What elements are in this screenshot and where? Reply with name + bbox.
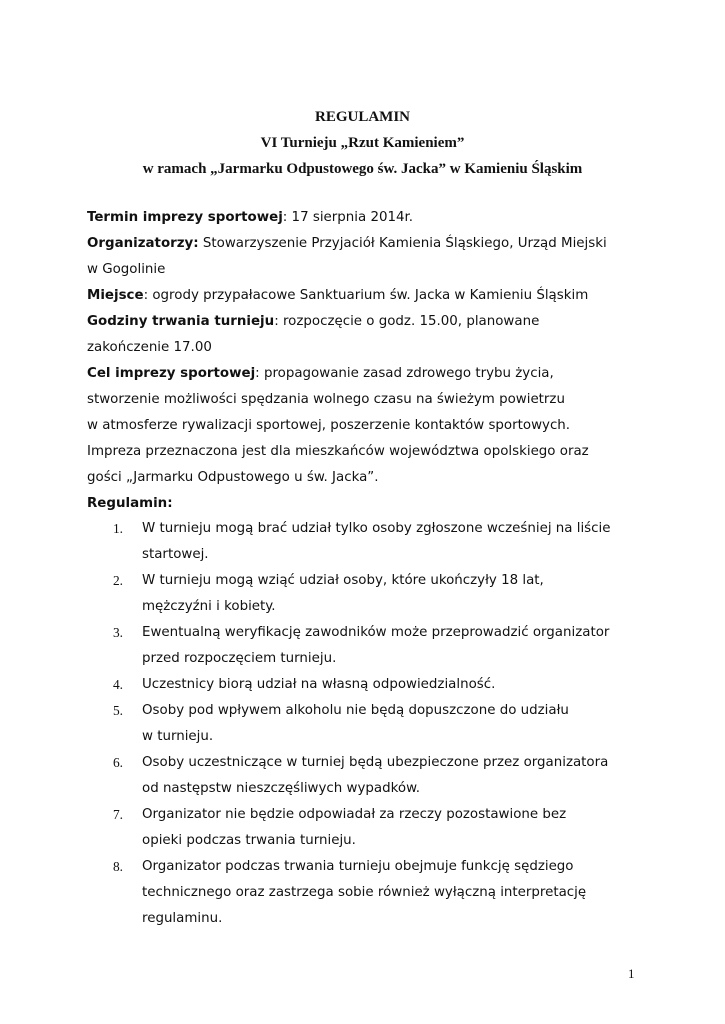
rule-number: 7. xyxy=(112,807,123,822)
rule-text: regulaminu. xyxy=(142,911,223,926)
goal-value-line-4: Impreza przeznaczona jest dla mieszkańców województwa opolskiego oraz xyxy=(87,444,589,459)
date-value: : 17 sierpnia 2014r. xyxy=(282,210,414,225)
hours-value-cont: zakończenie 17.00 xyxy=(87,340,212,355)
rule-number: 4. xyxy=(112,677,123,692)
rule-text: przed rozpoczęciem turnieju. xyxy=(142,651,337,666)
goal-value-line-3: w atmosferze rywalizacji sportowej, poszerzenie kontaktów sportowych. xyxy=(87,418,571,433)
place-label: Miejsce xyxy=(87,288,144,303)
place-value: : ogrody przypałacowe Sanktuarium św. Jacka w Kamieniu Śląskim xyxy=(143,288,589,303)
rule-text: opieki podczas trwania turnieju. xyxy=(142,833,356,848)
rule-text: Osoby uczestniczące w turniej będą ubezpieczone przez organizatora xyxy=(142,755,609,770)
rule-text: technicznego oraz zastrzega sobie również wyłączną interpretację xyxy=(142,885,587,900)
hours-value: : rozpoczęcie o godz. 15.00, planowane xyxy=(274,314,540,329)
info-place xyxy=(87,287,588,305)
rule-text: Uczestnicy biorą udział na własną odpowiedzialność. xyxy=(142,677,496,692)
organizers-label: Organizatorzy: xyxy=(87,236,199,251)
rule-number: 1. xyxy=(112,521,123,536)
rule-text: Ewentualną weryfikację zawodników może przeprowadzić organizator xyxy=(142,625,610,640)
hours-label: Godziny trwania turnieju xyxy=(87,314,275,329)
document-context: w ramach „Jarmarku Odpustowego św. Jacka” w Kamieniu Śląskim xyxy=(142,161,583,177)
rule-text: Organizator podczas trwania turnieju obejmuje funkcję sędziego xyxy=(142,859,574,874)
info-hours xyxy=(87,313,539,331)
rule-number: 8. xyxy=(112,859,123,874)
rule-text: od następstw nieszczęśliwych wypadków. xyxy=(142,781,421,796)
rule-number: 6. xyxy=(112,755,123,770)
rule-number: 5. xyxy=(112,703,123,718)
organizers-value: Stowarzyszenie Przyjaciół Kamienia Śląskiego, Urząd Miejski xyxy=(198,236,607,251)
info-goal xyxy=(87,365,554,383)
document-subtitle: VI Turnieju „Rzut Kamieniem” xyxy=(260,135,465,151)
goal-label: Cel imprezy sportowej xyxy=(87,366,256,381)
rule-number: 2. xyxy=(112,573,123,588)
rule-text: w turnieju. xyxy=(142,729,214,744)
rule-text: Organizator nie będzie odpowiadał za rzeczy pozostawione bez xyxy=(142,807,567,822)
goal-value: : propagowanie zasad zdrowego trybu życia, xyxy=(255,366,554,381)
goal-value-line-5: gości „Jarmarku Odpustowego u św. Jacka”. xyxy=(87,470,379,485)
rule-text: Osoby pod wpływem alkoholu nie będą dopuszczone do udziału xyxy=(142,703,569,718)
rules-heading: Regulamin: xyxy=(87,496,173,511)
rule-text: startowej. xyxy=(142,547,209,562)
page-number: 1 xyxy=(628,966,635,981)
organizers-value-cont: w Gogolinie xyxy=(87,262,166,277)
rule-text: W turnieju mogą brać udział tylko osoby zgłoszone wcześniej na liście xyxy=(142,521,611,536)
rule-text: W turnieju mogą wziąć udział osoby, które ukończyły 18 lat, xyxy=(142,573,544,588)
rule-number: 3. xyxy=(112,625,123,640)
rule-text: mężczyźni i kobiety. xyxy=(142,599,276,614)
date-label: Termin imprezy sportowej xyxy=(87,210,283,225)
document-title: REGULAMIN xyxy=(314,109,410,125)
info-organizers xyxy=(87,235,607,253)
info-date xyxy=(87,209,413,227)
goal-value-line-2: stworzenie możliwości spędzania wolnego czasu na świeżym powietrzu xyxy=(87,392,565,407)
